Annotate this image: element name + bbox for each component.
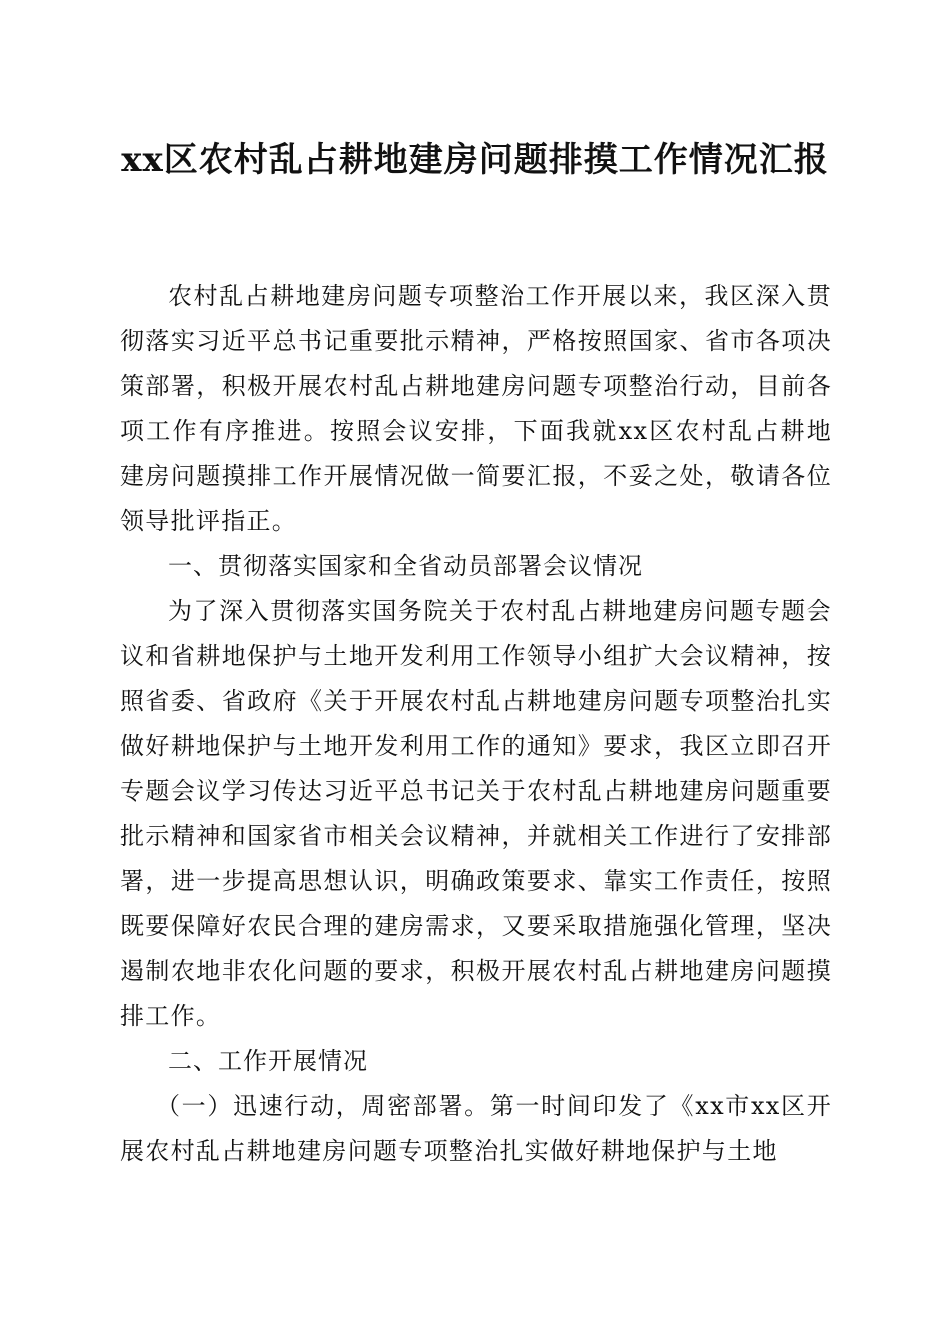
document-title: xx区农村乱占耕地建房问题排摸工作情况汇报 bbox=[121, 140, 829, 180]
section-1-heading: 一、贯彻落实国家和全省动员部署会议情况 bbox=[168, 552, 643, 580]
intro-paragraph: 农村乱占耕地建房问题专项整治工作开展以来，我区深入贯彻落实习近平总书记重要批示精神，严格按照国家、省市各项决策部署，积极开展农村乱占耕地建房问题专项整治行动，目前各项工作有序推进。按照会议安排，下面我就xx区农村乱占耕地建房问题摸排工作开展情况做一简要汇报，不妥之处，敬请各位领导批评指正。 bbox=[120, 282, 832, 535]
document-body bbox=[120, 274, 832, 1174]
section-2-heading: 二、工作开展情况 bbox=[168, 1047, 368, 1075]
section-1-paragraph: 为了深入贯彻落实国务院关于农村乱占耕地建房问题专题会议和省耕地保护与土地开发利用工作领导小组扩大会议精神，按照省委、省政府《关于开展农村乱占耕地建房问题专项整治扎实做好耕地保护与土地开发利用工作的通知》要求，我区立即召开专题会议学习传达习近平总书记关于农村乱占耕地建房问题重要批示精神和国家省市相关会议精神，并就相关工作进行了安排部署，进一步提高思想认识，明确政策要求、靠实工作责任，按照既要保障好农民合理的建房需求，又要采取措施强化管理，坚决遏制农地非农化问题的要求，积极开展农村乱占耕地建房问题摸排工作。 bbox=[120, 597, 832, 1030]
section-2-item-1-paragraph: （一）迅速行动，周密部署。第一时间印发了《xx市xx区开展农村乱占耕地建房问题专项整治扎实做好耕地保护与土地 bbox=[120, 1092, 832, 1165]
